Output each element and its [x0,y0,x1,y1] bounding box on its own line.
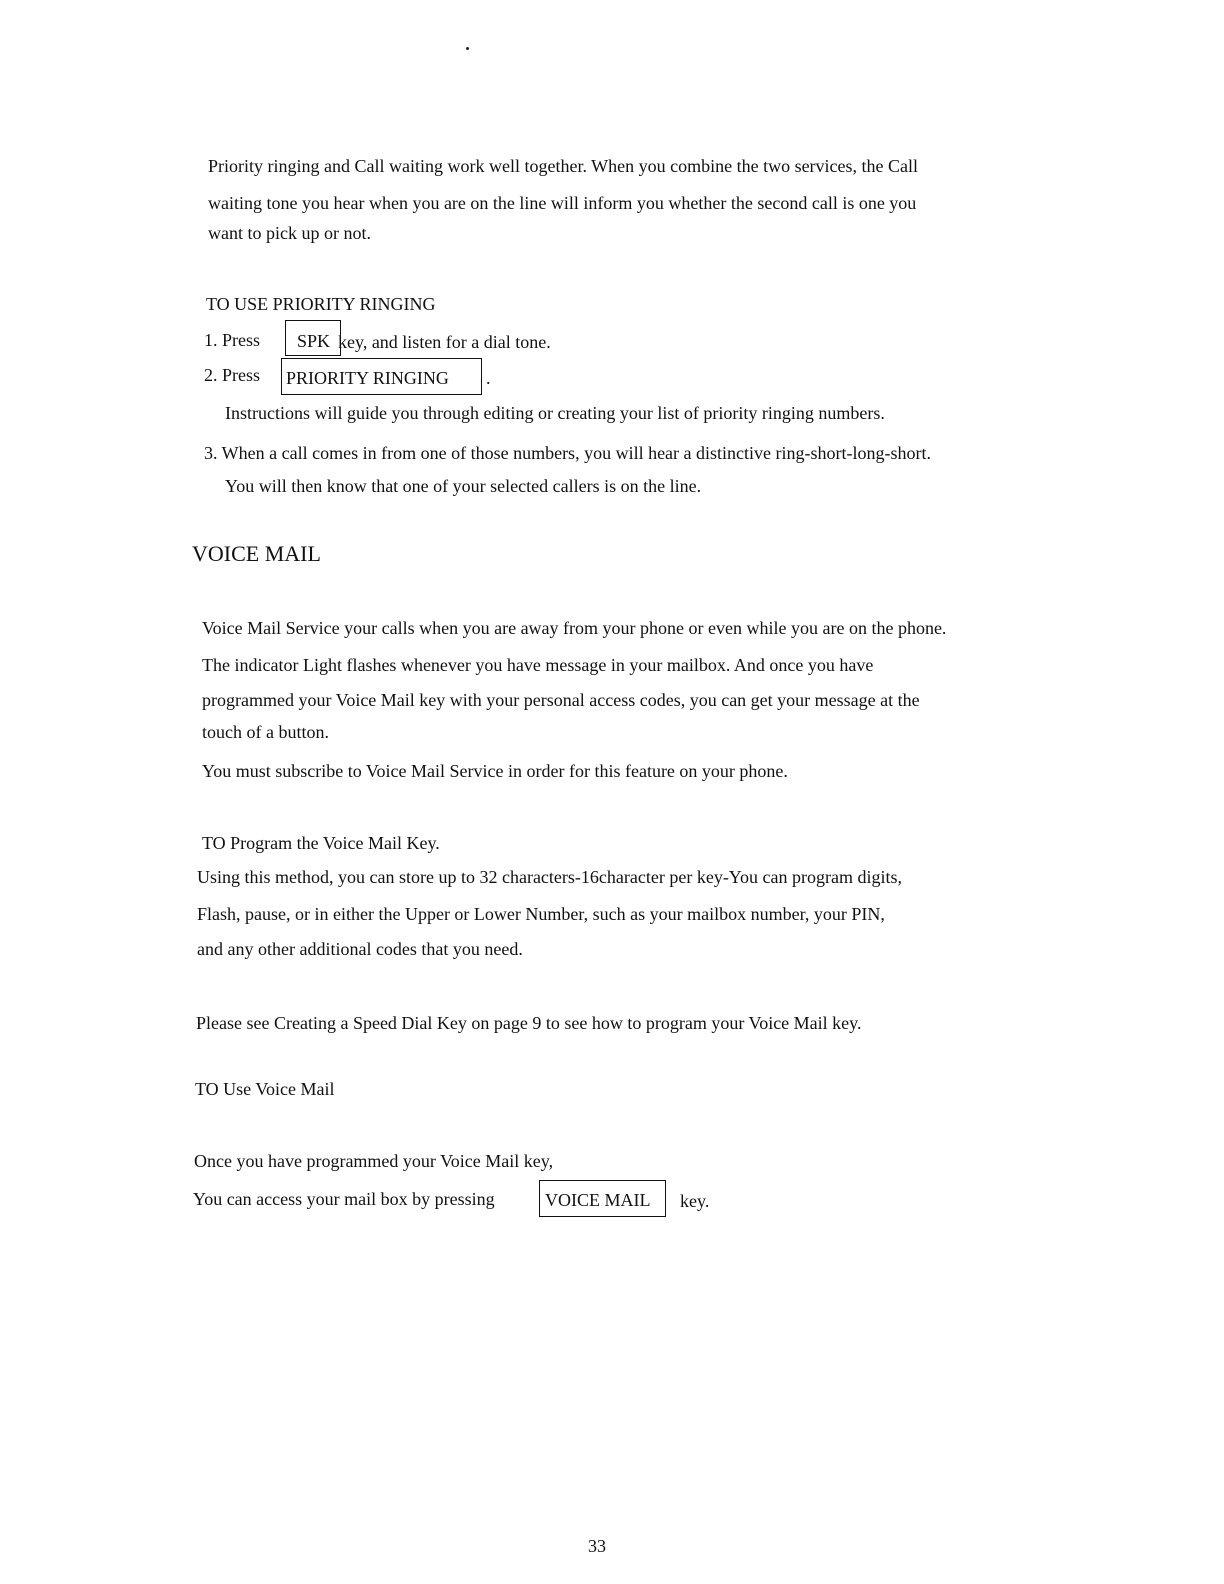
step2-prefix: 2. Press [204,365,261,385]
intro-line: waiting tone you hear when you are on the line will inform you whether the second call is one you [208,193,917,213]
intro-line: Priority ringing and Call waiting work well together. When you combine the two services, the Call [208,156,919,176]
voice-mail-para-line: Voice Mail Service your calls when you are away from your phone or even while you are on the phone. [202,618,947,638]
spk-key-box [285,320,341,356]
use-voice-mail-title: TO Use Voice Mail [195,1079,335,1099]
scan-speck [466,47,469,50]
speed-dial-note: Please see Creating a Speed Dial Key on page 9 to see how to program your Voice Mail key. [196,1013,862,1033]
program-line: Using this method, you can store up to 32 characters-16character per key-You can program digits, [197,867,902,887]
use-line-prefix: You can access your mail box by pressing [193,1189,495,1209]
priority-ringing-title: TO USE PRIORITY RINGING [206,294,436,314]
voice-mail-para-line: touch of a button. [202,722,329,742]
voice-mail-para-line: programmed your Voice Mail key with your personal access codes, you can get your message at the [202,690,920,710]
step3-line: 3. When a call comes in from one of those numbers, you will hear a distinctive ring-short-long-short. [204,443,931,463]
spk-key-label: SPK [297,331,331,351]
voice-mail-heading: VOICE MAIL [192,541,321,566]
step3-line: You will then know that one of your selected callers is on the line. [225,476,702,496]
voice-mail-key-label: VOICE MAIL [545,1190,651,1210]
step2-suffix: . [486,368,491,388]
voice-mail-para-line: You must subscribe to Voice Mail Service in order for this feature on your phone. [202,761,788,781]
voice-mail-para-line: The indicator Light flashes whenever you have message in your mailbox. And once you have [202,655,874,675]
intro-line: want to pick up or not. [208,223,371,243]
use-line: Once you have programmed your Voice Mail key, [194,1151,554,1171]
use-line-suffix: key. [680,1191,710,1211]
page-number: 33 [588,1536,606,1556]
step2-note: Instructions will guide you through editing or creating your list of priority ringing numbers. [225,403,885,423]
priority-ringing-key-box [281,358,482,395]
program-voice-mail-title: TO Program the Voice Mail Key. [202,833,440,853]
program-line: and any other additional codes that you need. [197,939,523,959]
step1-suffix: key, and listen for a dial tone. [338,332,551,352]
step1-prefix: 1. Press [204,330,261,350]
voice-mail-key-box [539,1180,666,1217]
program-line: Flash, pause, or in either the Upper or Lower Number, such as your mailbox number, your PIN, [197,904,885,924]
priority-ringing-key-label: PRIORITY RINGING [286,368,449,388]
